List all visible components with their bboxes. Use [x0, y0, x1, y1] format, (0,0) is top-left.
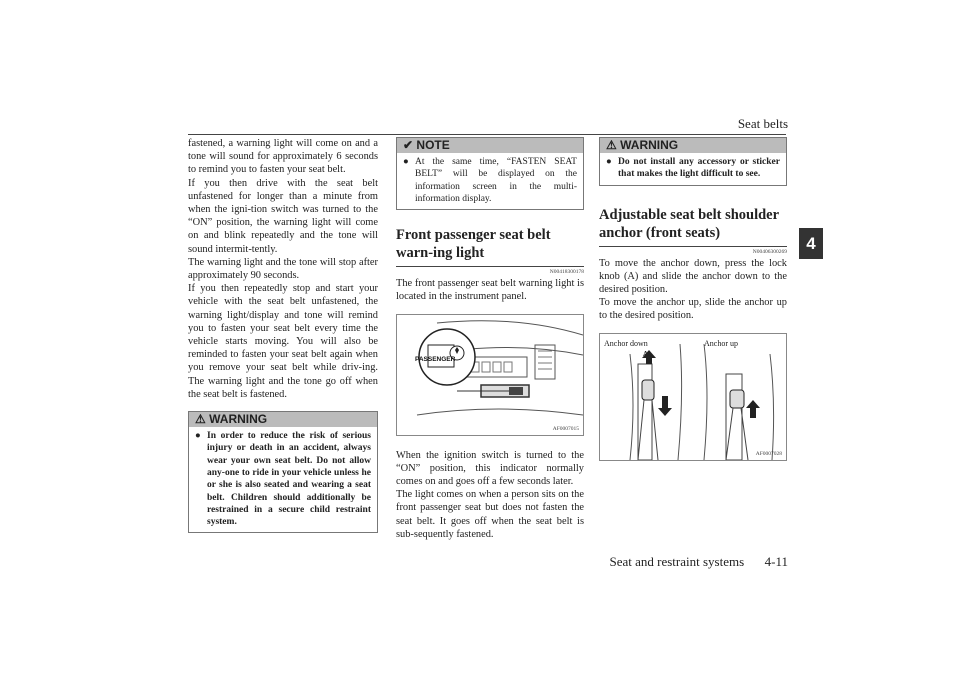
warning-box	[188, 411, 378, 533]
figure-code: AF0007028	[755, 450, 782, 457]
instrument-panel-illustration	[397, 315, 584, 435]
warning-header	[189, 412, 377, 427]
section-rule	[599, 246, 787, 247]
paragraph: If you then drive with the seat belt unfastened for longer than a minute from when the igni-tion switch was turned to the “ON” position, the warning light will come on and blink repeatedly and the tone will sound intermit-tently.	[188, 177, 378, 255]
chapter-tab: 4	[799, 228, 823, 259]
warning-item	[600, 153, 786, 185]
column-1	[188, 137, 378, 533]
section-rule	[396, 266, 584, 267]
paragraph: The light comes on when a person sits on the front passenger seat but does not fasten the seat belt. It goes off when the seat belt is sub-sequently fastened.	[396, 489, 584, 540]
bullet-icon: ●	[403, 157, 409, 167]
section-title: Front passenger seat belt warn-ing light	[396, 227, 551, 262]
warning-text: Do not install any accessory or sticker that makes the light difficult to see.	[618, 157, 780, 180]
section-code: N00418300178	[549, 269, 584, 276]
footer-section: Seat and restraint systems	[609, 554, 745, 569]
warning-label: WARNING	[209, 412, 268, 427]
warning-label: WARNING	[620, 138, 679, 152]
section-code: N00406300269	[752, 248, 787, 255]
header-rule	[188, 134, 786, 135]
warning-item	[189, 427, 377, 532]
warning-header	[600, 138, 786, 153]
column-2	[396, 137, 584, 541]
paragraph: When the ignition switch is turned to the “ON” position, this indicator normally comes on and goes off a few seconds later.	[396, 449, 584, 487]
note-header	[397, 138, 583, 153]
paragraph: To move the anchor up, slide the anchor up to the desired position.	[599, 297, 787, 322]
warning-triangle-icon: ⚠	[606, 138, 617, 152]
note-box	[396, 137, 584, 210]
note-item	[397, 153, 583, 209]
section-title: Adjustable seat belt shoulder anchor (front seats)	[599, 206, 779, 241]
paragraph: If you then repeatedly stop and start your vehicle with the seat belt unfastened, the warning light/display and tone will remind you to fasten your seat belt every time the vehicle starts moving. You will also be reminded to fasten your seat belt again when you remove your seat belt while driv-ing. The warning light and the tone go off when the seat belt is fastened.	[188, 283, 378, 400]
paragraph: To move the anchor down, press the lock knob (A) and slide the anchor down to the desired position.	[599, 257, 787, 295]
column-3	[599, 137, 787, 461]
note-text: At the same time, “FASTEN SEAT BELT” will be displayed on the information screen in the multi-information display.	[415, 157, 577, 204]
bullet-icon: ●	[195, 431, 201, 442]
shoulder-anchor-illustration	[600, 334, 787, 460]
lock-knob-label: A	[643, 349, 649, 358]
note-check-icon: ✔	[403, 138, 414, 152]
figure-shoulder-anchor	[599, 333, 787, 461]
body-text	[188, 137, 378, 401]
passenger-indicator-label: PASSENGER	[415, 355, 456, 363]
warning-triangle-icon: ⚠	[195, 412, 206, 427]
warning-text: In order to reduce the risk of serious injury or death in an accident, always wear your own seat belt. Do not allow any-one to ride in your vehicle unless he or she is also seated and wearing a seat belt. Children should additionally be restrained in a secure child restraint system.	[207, 431, 371, 528]
bullet-icon: ●	[606, 157, 612, 167]
page-footer	[609, 554, 788, 570]
warning-box	[599, 137, 787, 186]
body-text	[599, 257, 787, 323]
figure-code: AF0007015	[552, 425, 579, 432]
anchor-up-label: Anchor up	[704, 338, 738, 348]
page-number: 4-11	[764, 554, 788, 569]
body-text	[396, 449, 584, 541]
paragraph: fastened, a warning light will come on and a tone will sound for approximately 6 seconds to remind you to fasten your seat belt.	[188, 138, 378, 176]
anchor-down-label: Anchor down	[604, 338, 648, 348]
paragraph: The warning light and the tone will stop after approximately 90 seconds.	[188, 256, 378, 282]
running-header: Seat belts	[737, 116, 788, 131]
note-label: NOTE	[416, 138, 450, 152]
intro-text: The front passenger seat belt warning light is located in the instrument panel.	[396, 278, 584, 303]
figure-instrument-panel	[396, 314, 584, 436]
